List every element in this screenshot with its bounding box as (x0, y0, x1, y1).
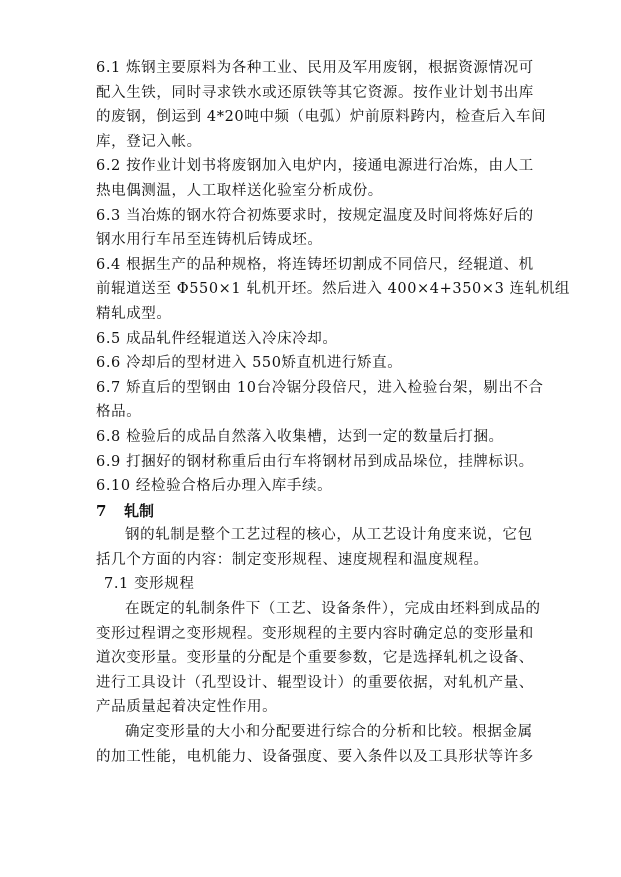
subsection-7-1-paragraph-2 (96, 720, 561, 769)
item-6-6 (96, 351, 561, 376)
text-line: 6.4 根据生产的品种规格，将连铸坯切割成不同倍尺，经辊道、机 (96, 256, 534, 273)
text-line: 钢的轧制是整个工艺过程的核心，从工艺设计角度来说，它包 (125, 527, 533, 544)
text-line: 产品质量起着决定性作用。 (96, 699, 278, 716)
text-line: 6.8 检验后的成品自然落入收集槽，达到一定的数量后打捆。 (96, 428, 504, 445)
text-line: 配入生铁，同时寻求铁水或还原铁等其它资源。按作业计划书出库 (96, 84, 534, 101)
text-line: 库，登记入帐。 (96, 133, 202, 150)
section-title: 轧制 (124, 501, 155, 520)
text-line: 变形过程谓之变形规程。变形规程的主要内容时确定总的变形量和 (96, 625, 534, 642)
item-6-2 (96, 154, 561, 203)
text-line: 道次变形量。变形量的分配是个重要参数，它是选择轧机之设备、 (96, 650, 534, 667)
text-line: 6.7 矫直后的型钢由 10台冷锯分段倍尺，进入检验台架，剔出不合 (96, 379, 544, 396)
text-line: 钢水用行车吊至连铸机后铸成坯。 (96, 232, 323, 249)
text-line: 确定变形量的大小和分配要进行综合的分析和比较。根据金属 (125, 724, 533, 741)
text-line: 的废钢，倒运到 4*20吨中频（电弧）炉前原料跨内，检查后入车间 (96, 109, 547, 126)
item-6-3 (96, 204, 561, 253)
text-line: 前辊道送至 Φ550×1 轧机开坯。然后进入 400×4+350×3 连轧机组 (96, 281, 571, 298)
text-line: 格品。 (96, 404, 142, 421)
text-line: 进行工具设计（孔型设计、辊型设计）的重要依据，对轧机产量、 (96, 674, 534, 691)
text-line: 6.3 当冶炼的钢水符合初炼要求时，按规定温度及时间将炼好后的 (96, 207, 534, 224)
text-line: 6.2 按作业计划书将废钢加入电炉内，接通电源进行冶炼，由人工 (96, 158, 534, 175)
item-6-1 (96, 56, 561, 154)
text-line: 的加工性能，电机能力、设备强度、要入条件以及工具形状等许多 (96, 748, 534, 765)
text-line: 括几个方面的内容：制定变形规程、速度规程和温度规程。 (96, 551, 489, 568)
text-line: 6.1 炼钢主要原料为各种工业、民用及军用废钢，根据资源情况可 (96, 60, 534, 76)
text-line: 在既定的轧制条件下（工艺、设备条件），完成由坯料到成品的 (125, 601, 541, 618)
text-line: 6.5 成品轧件经辊道送入冷床冷却。 (96, 330, 338, 347)
section-7-intro (96, 523, 561, 572)
subsection-7-1-paragraph-1 (96, 597, 561, 720)
subsection-7-1-heading: 7.1 变形规程 (104, 576, 195, 593)
text-line: 6.9 打捆好的钢材称重后由行车将钢材吊到成品垛位，挂牌标识。 (96, 453, 534, 470)
text-line: 热电偶测温，人工取样送化验室分析成份。 (96, 182, 383, 199)
item-6-9 (96, 450, 561, 475)
section-7-heading (96, 499, 561, 524)
text-line: 精轧成型。 (96, 305, 172, 322)
item-6-8 (96, 425, 561, 450)
item-6-7 (96, 376, 561, 425)
item-6-10 (96, 474, 561, 499)
text-line: 6.10 经检验合格后办理入库手续。 (96, 478, 333, 495)
text-line: 6.6 冷却后的型材进入 550矫直机进行矫直。 (96, 355, 403, 372)
section-number: 7 (96, 501, 107, 520)
item-6-5 (96, 327, 561, 352)
item-6-4 (96, 253, 571, 327)
